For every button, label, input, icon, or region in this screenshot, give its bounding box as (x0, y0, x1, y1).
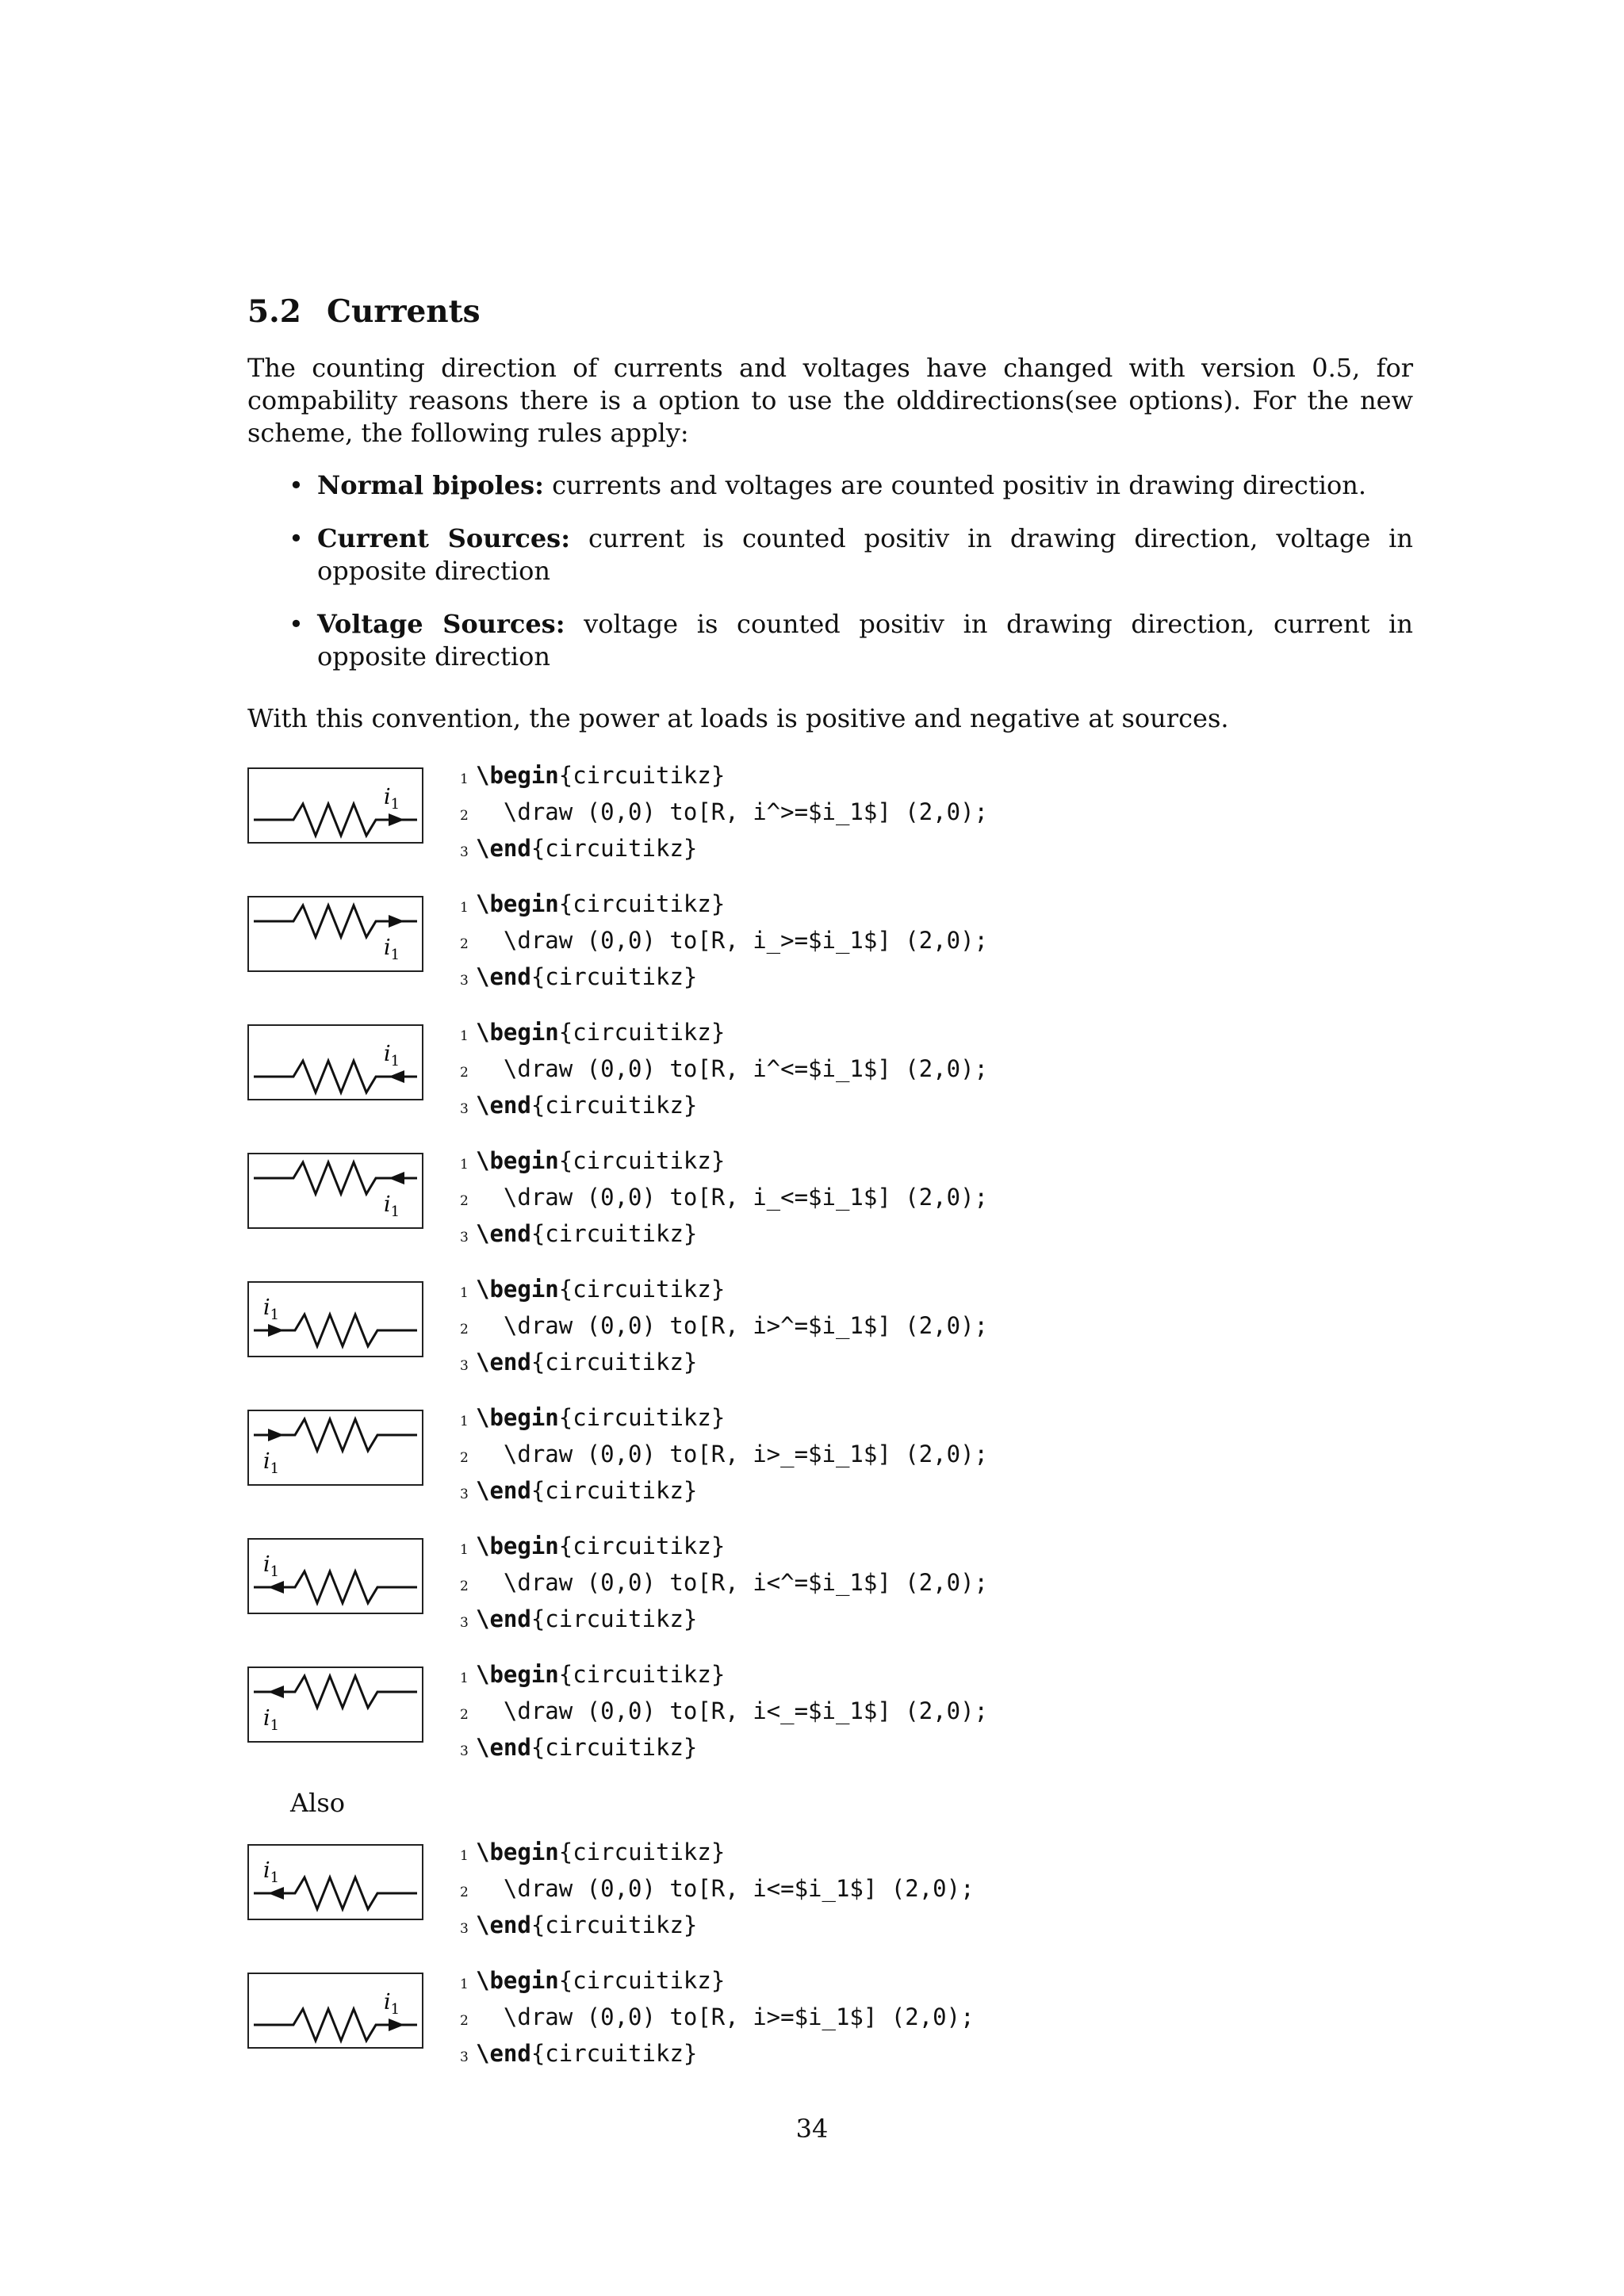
bullet-icon: • (289, 470, 304, 500)
example-block (247, 1965, 1413, 2067)
resistor-diagram (247, 1281, 423, 1357)
example-block (247, 1659, 1413, 1761)
resistor-symbol (249, 1026, 422, 1099)
example-block (247, 1273, 1413, 1376)
intro-paragraph: The counting direction of currents and voltages have changed with version 0.5, for compability reasons there is a option to use the olddirections(see options). For the new scheme, the following rules apply: (247, 353, 1413, 448)
example-block (247, 1402, 1413, 1504)
resistor-diagram (247, 1410, 423, 1486)
example-block (247, 1530, 1413, 1632)
section-title: Currents (327, 293, 481, 330)
resistor-diagram (247, 1973, 423, 2049)
current-label: $i_1$ (384, 1192, 400, 1220)
rule-text: currents and voltages are counted positiv in drawing direction. (552, 470, 1366, 500)
current-label: $i_1$ (263, 1449, 280, 1477)
resistor-diagram (247, 896, 423, 972)
example-block (247, 760, 1413, 862)
code-listing: 1 \begin{circuitikz} 2 \draw (0,0) to[R, i>_=$i_1$] (2,0); 3 \end{circuitikz} (460, 1404, 989, 1504)
code-listing: 1 \begin{circuitikz} 2 \draw (0,0) to[R, i^<=$i_1$] (2,0); 3 \end{circuitikz} (460, 1019, 989, 1119)
resistor-symbol (249, 1154, 422, 1227)
resistor-diagram (247, 1024, 423, 1100)
code-listing: 1 \begin{circuitikz} 2 \draw (0,0) to[R, i<=$i_1$] (2,0); 3 \end{circuitikz} (460, 1839, 975, 1938)
code-listing: 1 \begin{circuitikz} 2 \draw (0,0) to[R, i<^=$i_1$] (2,0); 3 \end{circuitikz} (460, 1533, 989, 1632)
resistor-symbol (249, 1411, 422, 1484)
current-label: $i_1$ (263, 1706, 280, 1734)
example-block (247, 888, 1413, 990)
example-block (247, 1836, 1413, 1938)
resistor-symbol (249, 897, 422, 970)
page-number: 34 (795, 2114, 829, 2144)
convention-paragraph: With this convention, the power at loads is positive and negative at sources. (247, 703, 1229, 733)
resistor-diagram (247, 1844, 423, 1920)
code-listing: 1 \begin{circuitikz} 2 \draw (0,0) to[R, i_>=$i_1$] (2,0); 3 \end{circuitikz} (460, 890, 989, 990)
current-label: $i_1$ (263, 1295, 280, 1323)
code-listing: 1 \begin{circuitikz} 2 \draw (0,0) to[R, i^>=$i_1$] (2,0); 3 \end{circuitikz} (460, 762, 989, 862)
rule-term: Normal bipoles: (317, 470, 544, 500)
resistor-diagram (247, 1153, 423, 1229)
bullet-icon: • (289, 609, 304, 639)
current-label: $i_1$ (384, 936, 400, 963)
rules-list (247, 469, 1413, 694)
also-label: Also (290, 1788, 346, 1818)
resistor-diagram (247, 1667, 423, 1743)
resistor-diagram (247, 767, 423, 844)
code-listing: 1 \begin{circuitikz} 2 \draw (0,0) to[R, i_<=$i_1$] (2,0); 3 \end{circuitikz} (460, 1147, 989, 1247)
code-listing: 1 \begin{circuitikz} 2 \draw (0,0) to[R, i<_=$i_1$] (2,0); 3 \end{circuitikz} (460, 1661, 989, 1761)
current-label: $i_1$ (384, 785, 400, 813)
resistor-symbol (249, 1974, 422, 2047)
rule-text: voltage is counted positiv in drawing direction, current in opposite direction (317, 609, 1414, 672)
section-heading (247, 293, 481, 330)
current-label: $i_1$ (384, 1042, 400, 1070)
current-label: $i_1$ (384, 1990, 400, 2018)
resistor-symbol (249, 1540, 422, 1613)
resistor-symbol (249, 769, 422, 842)
current-label: $i_1$ (263, 1858, 280, 1886)
section-number: 5.2 (247, 293, 301, 330)
rule-text: current is counted positiv in drawing direction, voltage in opposite direction (317, 523, 1414, 586)
code-listing: 1 \begin{circuitikz} 2 \draw (0,0) to[R, i>=$i_1$] (2,0); 3 \end{circuitikz} (460, 1967, 975, 2067)
code-listing: 1 \begin{circuitikz} 2 \draw (0,0) to[R, i>^=$i_1$] (2,0); 3 \end{circuitikz} (460, 1276, 989, 1376)
rule-item (247, 522, 1413, 587)
resistor-symbol (249, 1668, 422, 1741)
example-block (247, 1016, 1413, 1119)
resistor-symbol (249, 1846, 422, 1919)
rule-item (247, 469, 1413, 502)
rule-item (247, 608, 1413, 673)
example-block (247, 1145, 1413, 1247)
rule-term: Current Sources: (317, 523, 571, 553)
current-label: $i_1$ (263, 1552, 280, 1580)
resistor-symbol (249, 1283, 422, 1356)
bullet-icon: • (289, 523, 304, 553)
rule-term: Voltage Sources: (317, 609, 565, 639)
resistor-diagram (247, 1538, 423, 1614)
